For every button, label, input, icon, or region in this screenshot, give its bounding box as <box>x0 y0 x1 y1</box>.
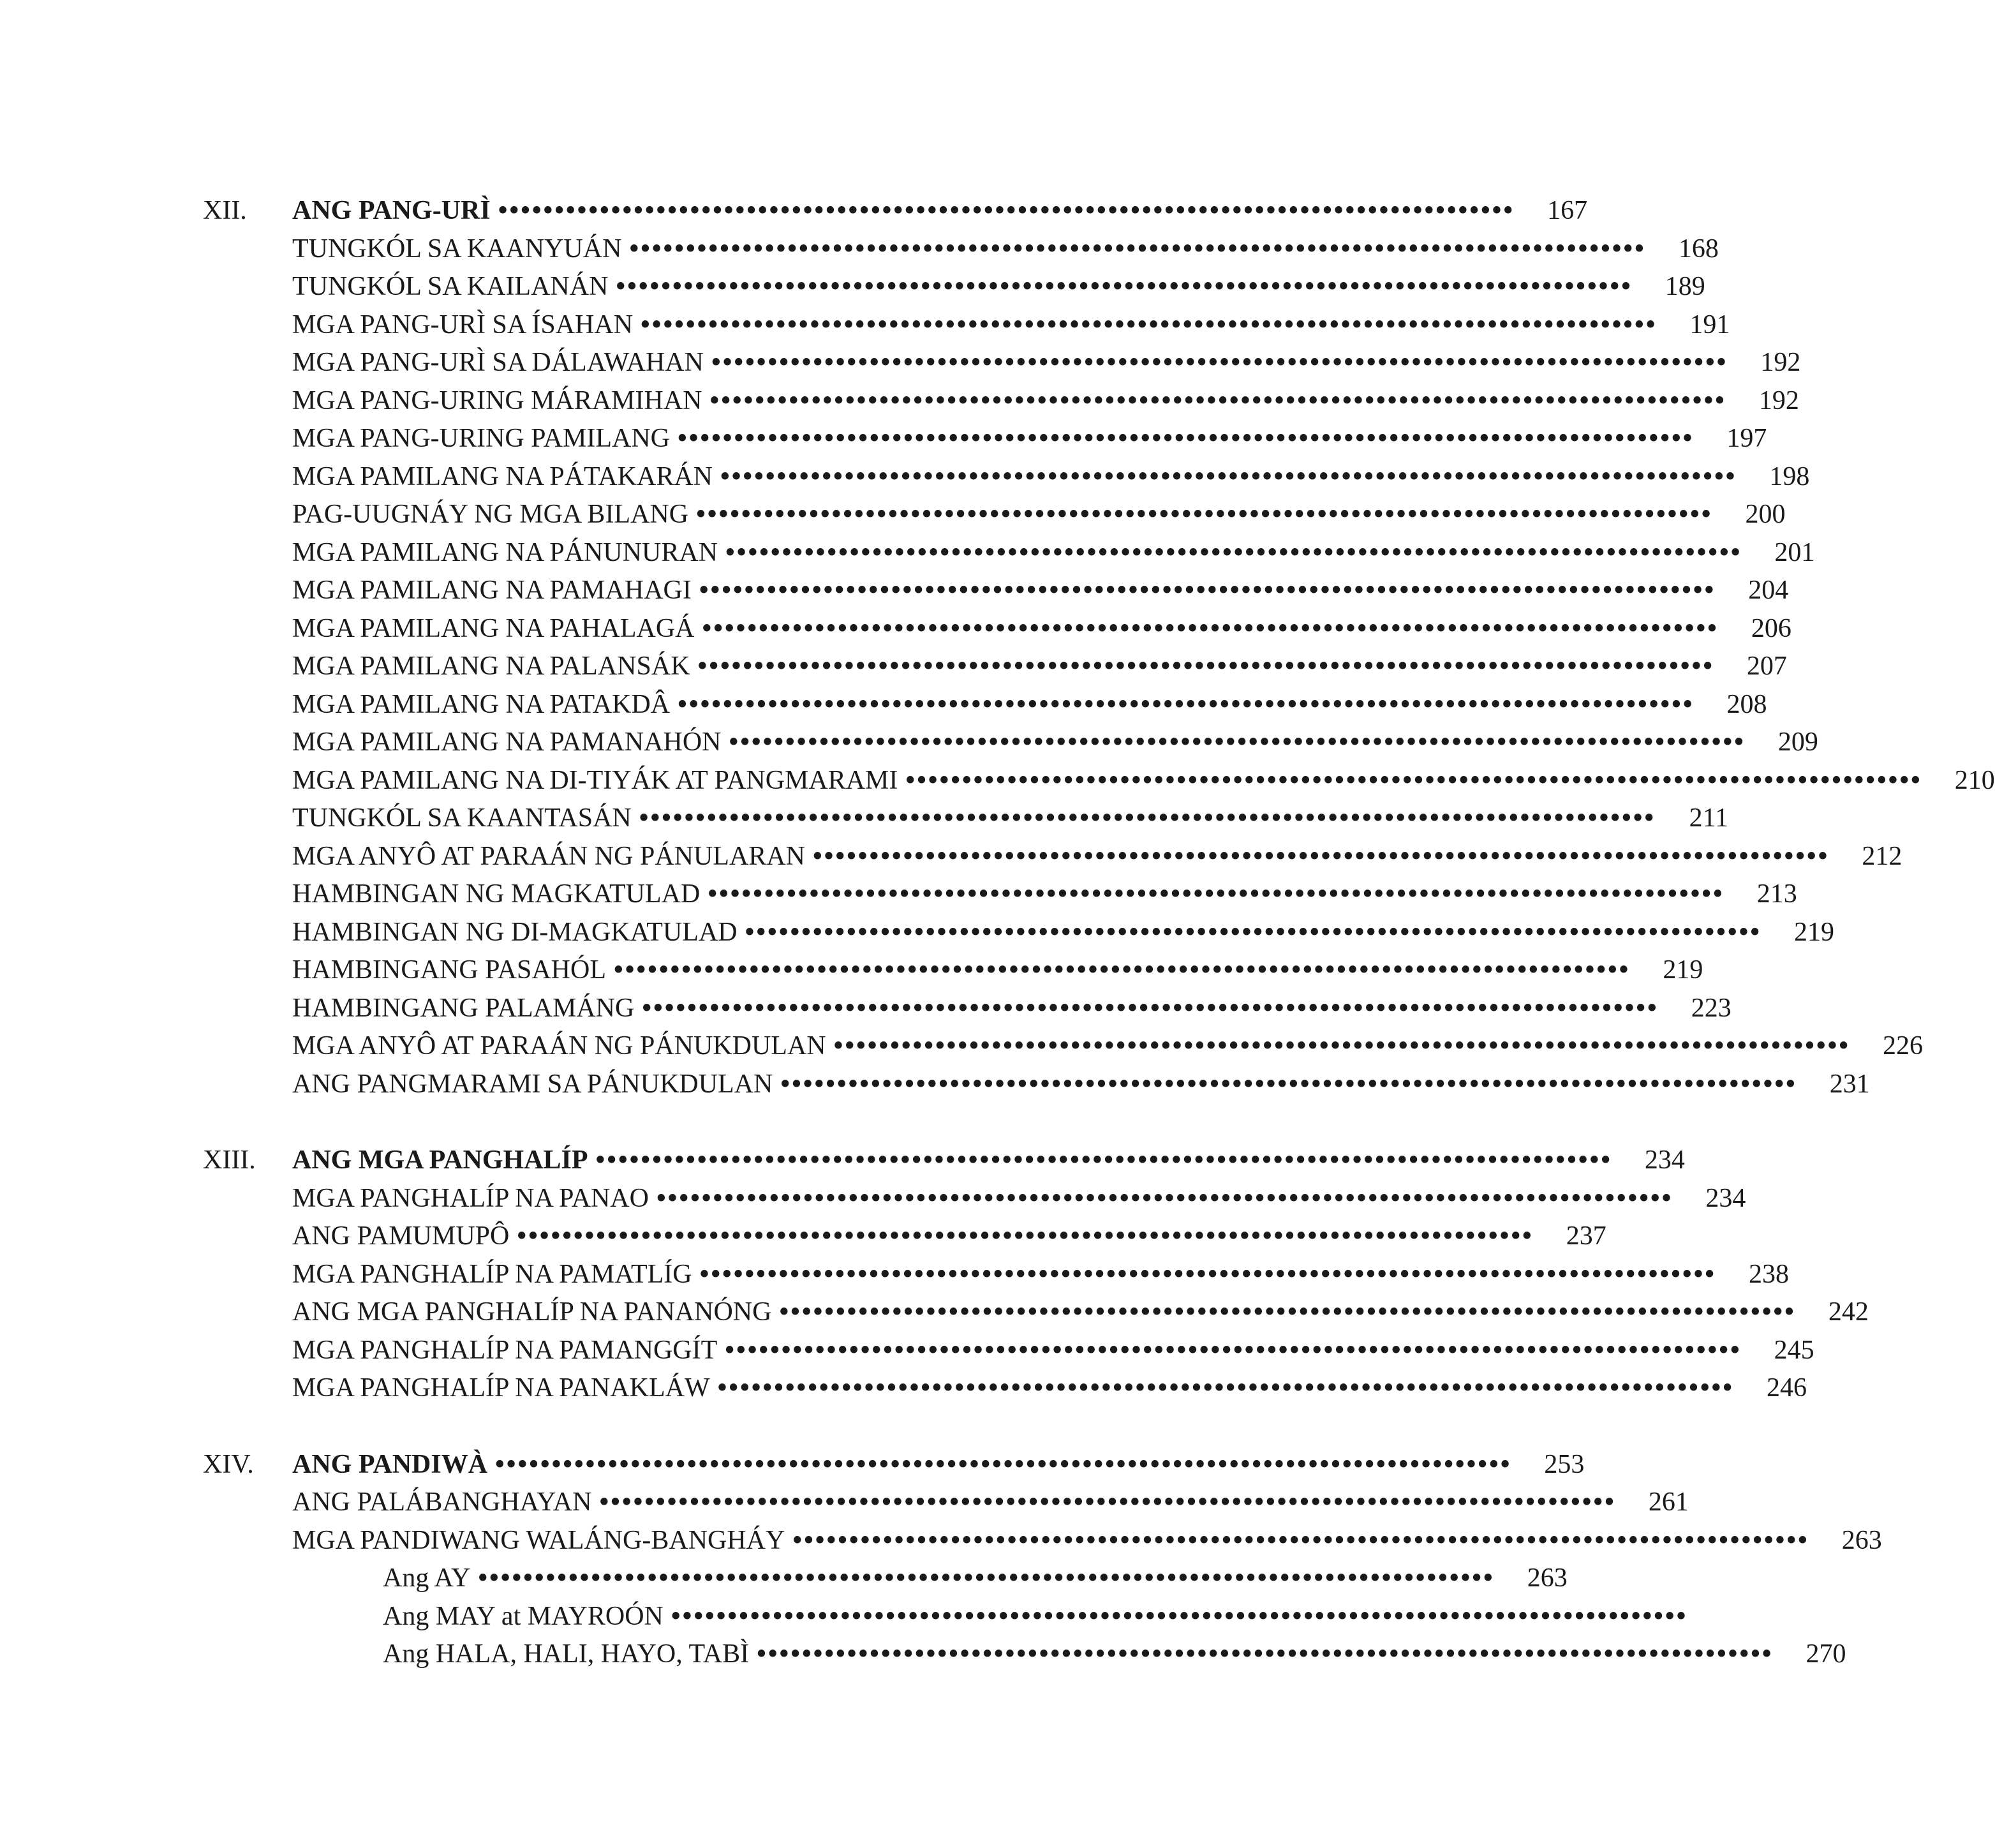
entry-row <box>292 1483 1689 1521</box>
dot-leader: •••••••••••••••••••••••••••••••••••••••••••••••••••••••••••••••••••••••••••••••••••••••••• <box>702 613 1719 643</box>
entry-title: MGA PAMILANG NA PAMANAHÓN <box>292 727 722 757</box>
entry-row <box>292 989 1732 1027</box>
entry-title: ANG PANGMARAMI SA PÁNUKDULAN <box>292 1069 773 1099</box>
entry-title: MGA PANG-URING PAMILANG <box>292 424 670 453</box>
dot-leader: •••••••••••••••••••••••••••••••••••••••••••••••••••••••••••••••••••••••••••••••••••••••••• <box>656 1183 1673 1213</box>
dot-leader: •••••••••••••••••••••••••••••••••••••••••••••••••••••••••••••••••••••••••••••••••••••••••• <box>711 348 1728 377</box>
page-number: 246 <box>1766 1373 1807 1403</box>
chapter-number: XIII. <box>203 1145 256 1175</box>
page-number: 189 <box>1665 272 1705 301</box>
dot-leader: •••••••••••••••••••••••••••••••••••••••••••••••••••••••••••••••••••••••••••••••••••••••••• <box>709 385 1726 415</box>
page-number: 253 <box>1544 1449 1585 1479</box>
entry-row <box>292 1521 1882 1560</box>
page-number: 226 <box>1883 1031 1923 1061</box>
entry-row <box>292 1293 1869 1331</box>
dot-leader: •••••••••••••••••••••••••••••••••••••••••••••••••••••••••••••••••••••••••••••••••••••••••• <box>745 917 1761 947</box>
dot-leader: •••••••••••••••••••••••••••••••••••••••••••••••••••••••••••••••••••••••••••••••••••••••••• <box>498 196 1515 225</box>
entry-row <box>292 685 1767 724</box>
page-number: 192 <box>1760 348 1801 377</box>
entry-title: TUNGKÓL SA KAANTASÁN <box>292 803 632 833</box>
subentry-row <box>383 1559 1568 1597</box>
page-number: 168 <box>1678 234 1719 264</box>
dot-leader: •••••••••••••••••••••••••••••••••••••••••••••••••••••••••••••••••••••••••••••••••••••••••• <box>614 955 1631 985</box>
entry-title: MGA PANDIWANG WALÁNG-BANGHÁY <box>292 1525 785 1555</box>
entry-row <box>292 495 1786 533</box>
page-number: 206 <box>1751 613 1791 643</box>
page-number: 204 <box>1748 576 1789 605</box>
dot-leader: •••••••••••••••••••••••••••••••••••••••••••••••••••••••••••••••••••••••••••••••••••••••••• <box>780 1069 1797 1099</box>
page-number: 209 <box>1777 727 1818 757</box>
dot-leader: •••••••••••••••••••••••••••••••••••••••••••••••••••••••••••••••••••••••••••••••••••••••••• <box>478 1563 1495 1593</box>
entry-title: ANG PAMUMUPÔ <box>292 1221 510 1251</box>
dot-leader: •••••••••••••••••••••••••••••••••••••••••••••••••••••••••••••••••••••••••••••••••••••••••• <box>699 576 1716 605</box>
entry-row <box>292 230 1719 268</box>
entry-title: HAMBINGANG PALAMÁNG <box>292 993 635 1023</box>
page-number: 238 <box>1749 1259 1789 1289</box>
entry-title: MGA PAMILANG NA PÁNUNURAN <box>292 537 718 567</box>
entry-row <box>292 1217 1606 1255</box>
dot-leader: •••••••••••••••••••••••••••••••••••••••••••••••••••••••••••••••••••••••••••••••••••••••••• <box>699 1259 1716 1289</box>
entry-row <box>292 458 1810 496</box>
chapter-title: ANG PANG-URÌ <box>292 196 491 225</box>
dot-leader: •••••••••••••••••••••••••••••••••••••••••••••••••••••••••••••••••••••••••••••••••••••••••• <box>720 461 1737 491</box>
subentry-row <box>383 1635 1846 1673</box>
entry-title: MGA PANG-URING MÁRAMIHAN <box>292 385 702 415</box>
dot-leader: •••••••••••••••••••••••••••••••••••••••••••••••••••••••••••••••••••••••••••••••••••••••••• <box>671 1601 1688 1631</box>
entry-title: MGA ANYÔ AT PARAÁN NG PÁNULARAN <box>292 841 805 871</box>
entry-row <box>292 913 1834 951</box>
dot-leader: •••••••••••••••••••••••••••••••••••••••••••••••••••••••••••••••••••••••••••••••••••••••••• <box>495 1449 1512 1479</box>
chapter-title: ANG MGA PANGHALÍP <box>292 1145 588 1175</box>
dot-leader: •••••••••••••••••••••••••••••••••••••••••••••••••••••••••••••••••••••••••••••••••••••••••• <box>639 803 1656 833</box>
page-number: 191 <box>1689 309 1730 339</box>
entry-title: MGA PAMILANG NA PATAKDÂ <box>292 689 671 719</box>
entry-title: TUNGKÓL SA KAANYUÁN <box>292 234 622 264</box>
page-number: 245 <box>1774 1335 1814 1365</box>
entry-row <box>292 1255 1789 1293</box>
entry-row <box>292 1065 1870 1103</box>
page-number: 200 <box>1745 500 1786 529</box>
entry-title: HAMBINGAN NG DI-MAGKATULAD <box>292 917 738 947</box>
entry-title: MGA ANYÔ AT PARAÁN NG PÁNUKDULAN <box>292 1031 826 1061</box>
dot-leader: •••••••••••••••••••••••••••••••••••••••••••••••••••••••••••••••••••••••••••••••••••••••••• <box>812 841 1830 871</box>
entry-title: MGA PANGHALÍP NA PAMANGGÍT <box>292 1335 718 1365</box>
chapter-row <box>203 1141 1685 1179</box>
dot-leader: •••••••••••••••••••••••••••••••••••••••••••••••••••••••••••••••••••••••••••••••••••••••••• <box>725 537 1742 567</box>
page-number: 237 <box>1566 1221 1606 1251</box>
entry-row <box>292 419 1767 458</box>
entry-title: MGA PANGHALÍP NA PANAKLÁW <box>292 1373 710 1403</box>
chapter-row <box>203 191 1588 230</box>
page-number: 242 <box>1828 1297 1869 1327</box>
entry-title: MGA PANG-URÌ SA DÁLAWAHAN <box>292 348 704 377</box>
entry-row <box>292 609 1791 648</box>
entry-row <box>292 837 1902 876</box>
entry-row <box>292 647 1787 685</box>
dot-leader: •••••••••••••••••••••••••••••••••••••••••••••••••••••••••••••••••••••••••••••••••••••••••• <box>696 500 1713 529</box>
dot-leader: •••••••••••••••••••••••••••••••••••••••••••••••••••••••••••••••••••••••••••••••••••••••••• <box>599 1487 1616 1517</box>
page-number: 234 <box>1644 1145 1685 1175</box>
entry-title: MGA PANGHALÍP NA PAMATLÍG <box>292 1259 692 1289</box>
entry-title: Ang AY <box>383 1563 471 1593</box>
entry-row <box>292 875 1797 913</box>
page-number: 270 <box>1806 1639 1846 1669</box>
entry-title: MGA PAMILANG NA DI-TIYÁK AT PANGMARAMI <box>292 765 898 795</box>
subentry-row <box>383 1597 1688 1636</box>
entry-row <box>292 382 1799 420</box>
page-number: 223 <box>1691 993 1732 1023</box>
dot-leader: •••••••••••••••••••••••••••••••••••••••••••••••••••••••••••••••••••••••••••••••••••••••••• <box>616 272 1633 301</box>
page-number: 213 <box>1756 879 1797 909</box>
entry-row <box>292 1331 1814 1369</box>
entry-row <box>292 799 1729 837</box>
page-number: 261 <box>1648 1487 1689 1517</box>
page-number: 207 <box>1746 652 1787 681</box>
dot-leader: •••••••••••••••••••••••••••••••••••••••••••••••••••••••••••••••••••••••••••••••••••••••••• <box>678 689 1695 719</box>
dot-leader: •••••••••••••••••••••••••••••••••••••••••••••••••••••••••••••••••••••••••••••••••••••••••• <box>833 1031 1850 1061</box>
dot-leader: •••••••••••••••••••••••••••••••••••••••••••••••••••••••••••••••••••••••••••••••••••••••••• <box>677 424 1695 453</box>
entry-title: MGA PAMILANG NA PÁTAKARÁN <box>292 461 713 491</box>
entry-title: MGA PAMILANG NA PALANSÁK <box>292 652 690 681</box>
dot-leader: •••••••••••••••••••••••••••••••••••••••••••••••••••••••••••••••••••••••••••••••••••••••••• <box>717 1373 1734 1403</box>
entry-row <box>292 761 1995 800</box>
dot-leader: •••••••••••••••••••••••••••••••••••••••••••••••••••••••••••••••••••••••••••••••••••••••••• <box>779 1297 1796 1327</box>
page-number: 231 <box>1829 1069 1870 1099</box>
entry-title: MGA PAMILANG NA PAHALAGÁ <box>292 613 695 643</box>
entry-row <box>292 1179 1746 1218</box>
entry-row <box>292 723 1818 761</box>
page-number: 201 <box>1774 537 1815 567</box>
dot-leader: •••••••••••••••••••••••••••••••••••••••••••••••••••••••••••••••••••••••••••••••••••••••••• <box>729 727 1746 757</box>
page-number: 210 <box>1954 765 1995 795</box>
page-number: 263 <box>1841 1525 1882 1555</box>
entry-row <box>292 267 1705 306</box>
dot-leader: •••••••••••••••••••••••••••••••••••••••••••••••••••••••••••••••••••••••••••••••••••••••••• <box>641 309 1658 339</box>
dot-leader: •••••••••••••••••••••••••••••••••••••••••••••••••••••••••••••••••••••••••••••••••••••••••• <box>629 234 1646 264</box>
entry-title: Ang MAY at MAYROÓN <box>383 1601 664 1631</box>
entry-title: MGA PANGHALÍP NA PANAO <box>292 1183 649 1213</box>
page-number: 211 <box>1689 803 1729 833</box>
dot-leader: •••••••••••••••••••••••••••••••••••••••••••••••••••••••••••••••••••••••••••••••••••••••••• <box>905 765 1922 795</box>
page-number: 219 <box>1794 917 1834 947</box>
entry-title: ANG PALÁBANGHAYAN <box>292 1487 592 1517</box>
entry-row <box>292 1369 1807 1407</box>
entry-title: PAG-UUGNÁY NG MGA BILANG <box>292 500 689 529</box>
entry-title: TUNGKÓL SA KAILANÁN <box>292 272 609 301</box>
dot-leader: •••••••••••••••••••••••••••••••••••••••••••••••••••••••••••••••••••••••••••••••••••••••••• <box>595 1145 1612 1175</box>
page-number: 219 <box>1663 955 1703 985</box>
dot-leader: •••••••••••••••••••••••••••••••••••••••••••••••••••••••••••••••••••••••••••••••••••••••••• <box>697 652 1714 681</box>
entry-title: HAMBINGANG PASAHÓL <box>292 955 607 985</box>
entry-row <box>292 1027 1923 1065</box>
page-number: 198 <box>1769 461 1810 491</box>
entry-row <box>292 533 1815 572</box>
entry-title: HAMBINGAN NG MAGKATULAD <box>292 879 701 909</box>
dot-leader: •••••••••••••••••••••••••••••••••••••••••••••••••••••••••••••••••••••••••••••••••••••••••• <box>708 879 1724 909</box>
dot-leader: •••••••••••••••••••••••••••••••••••••••••••••••••••••••••••••••••••••••••••••••••••••••••• <box>757 1639 1774 1669</box>
entry-title: ANG MGA PANGHALÍP NA PANANÓNG <box>292 1297 772 1327</box>
page-number: 212 <box>1862 841 1902 871</box>
chapter-number: XIV. <box>203 1449 254 1479</box>
entry-row <box>292 571 1789 609</box>
page-number: 208 <box>1726 689 1767 719</box>
entry-title: MGA PANG-URÌ SA ÍSAHAN <box>292 309 634 339</box>
entry-row <box>292 306 1730 344</box>
page-number: 263 <box>1527 1563 1568 1593</box>
dot-leader: •••••••••••••••••••••••••••••••••••••••••••••••••••••••••••••••••••••••••••••••••••••••••• <box>725 1335 1742 1365</box>
chapter-row <box>203 1445 1585 1484</box>
dot-leader: •••••••••••••••••••••••••••••••••••••••••••••••••••••••••••••••••••••••••••••••••••••••••• <box>642 993 1659 1023</box>
page-number: 234 <box>1705 1183 1746 1213</box>
entry-row <box>292 951 1703 989</box>
dot-leader: •••••••••••••••••••••••••••••••••••••••••••••••••••••••••••••••••••••••••••••••••••••••••• <box>517 1221 1534 1251</box>
page-number: 167 <box>1547 196 1588 225</box>
entry-title: Ang HALA, HALI, HAYO, TABÌ <box>383 1639 750 1669</box>
page-number: 197 <box>1726 424 1767 453</box>
chapter-title: ANG PANDIWÀ <box>292 1449 488 1479</box>
entry-row <box>292 343 1801 382</box>
chapter-number: XII. <box>203 196 247 225</box>
page-number: 192 <box>1758 385 1799 415</box>
entry-title: MGA PAMILANG NA PAMAHAGI <box>292 576 692 605</box>
dot-leader: •••••••••••••••••••••••••••••••••••••••••••••••••••••••••••••••••••••••••••••••••••••••••• <box>792 1525 1809 1555</box>
